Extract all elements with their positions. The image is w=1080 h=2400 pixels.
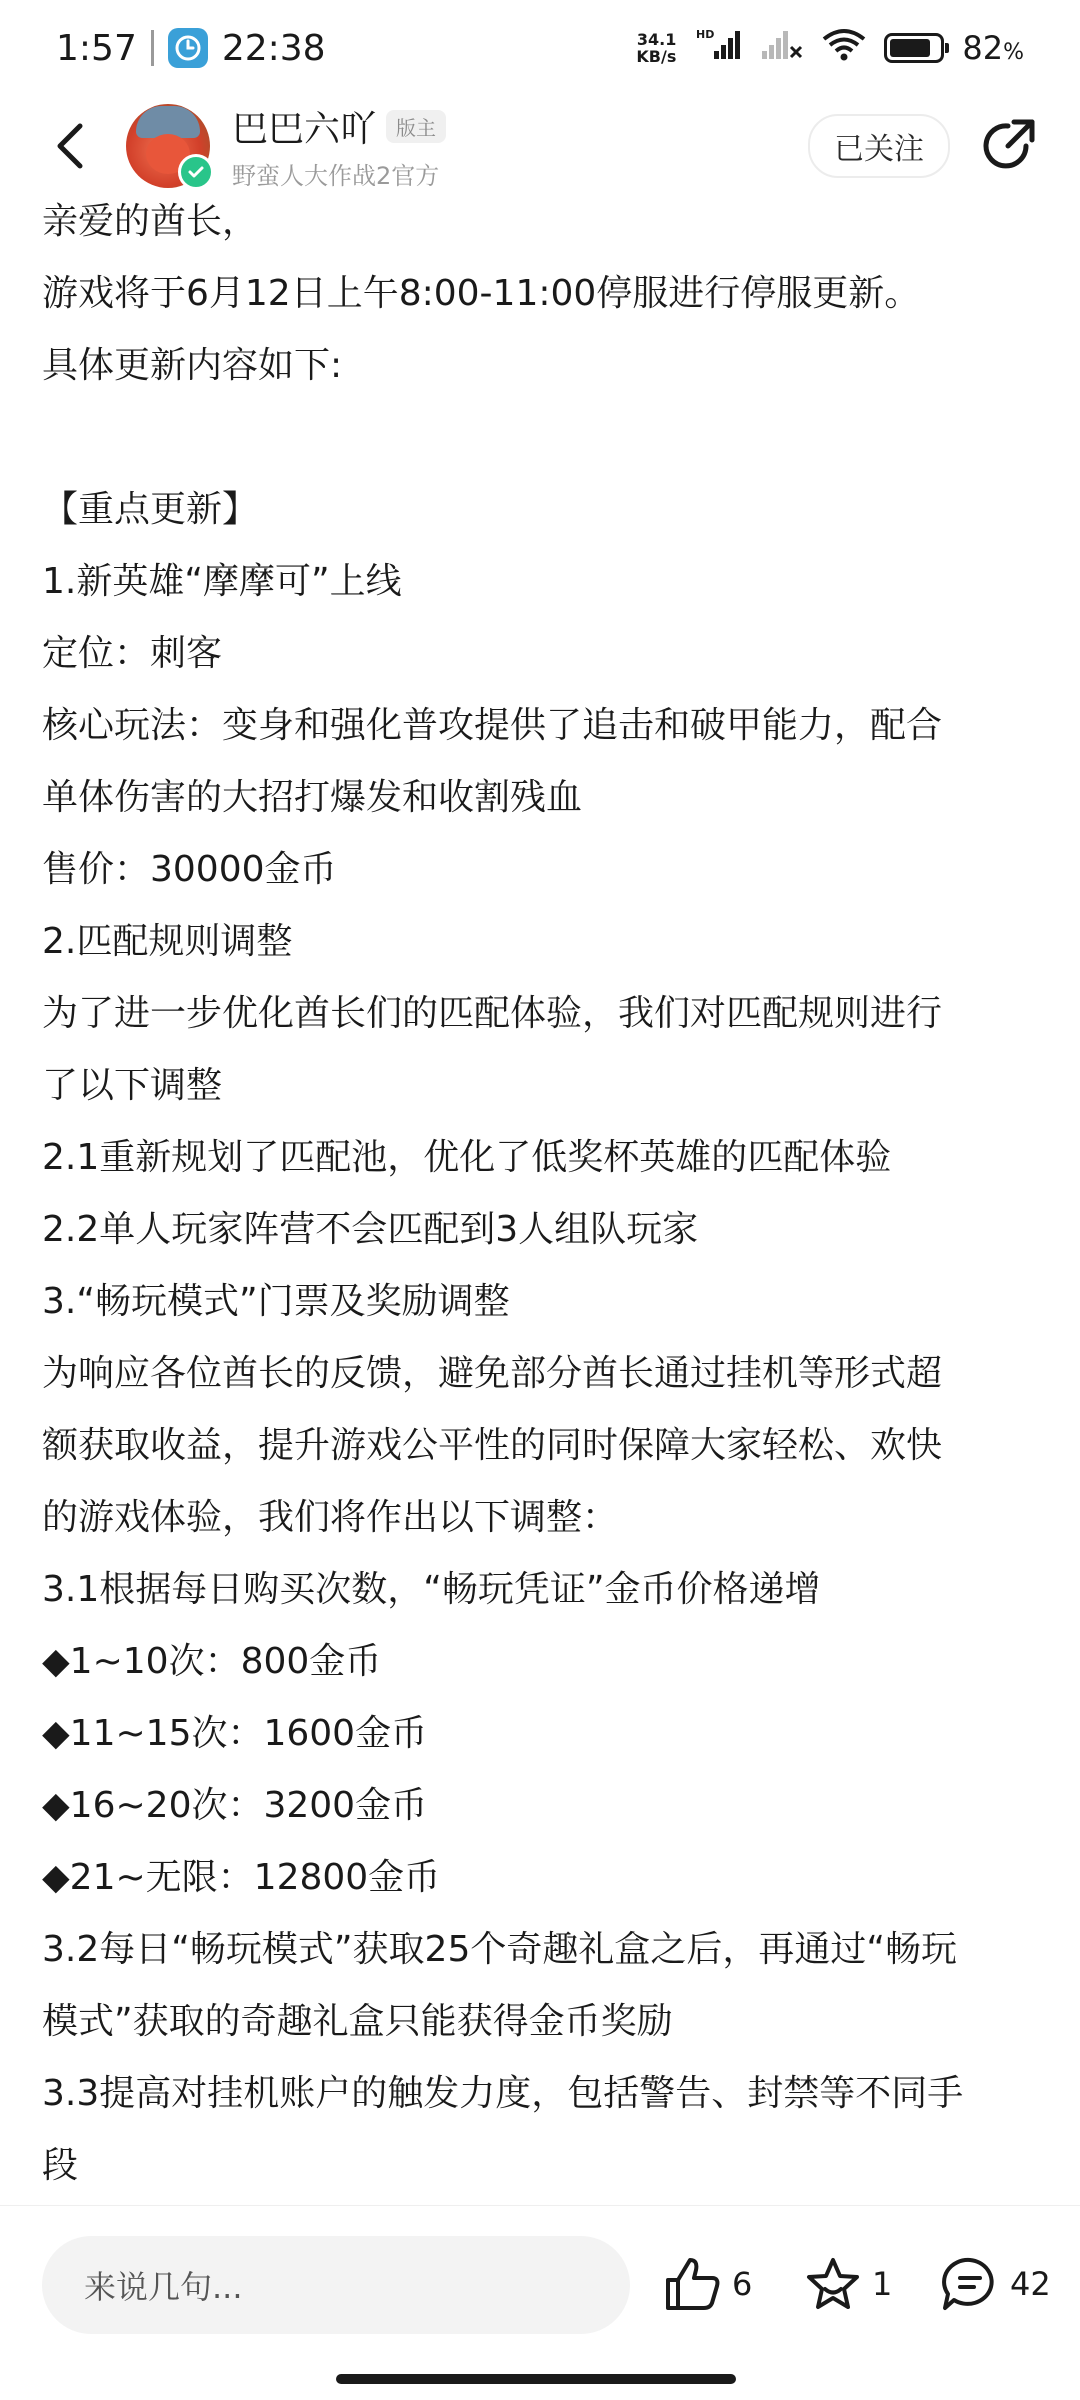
bottom-action-bar (0, 2205, 1080, 2356)
battery-percent-value: 82 (962, 29, 1004, 67)
post-line: 核心玩法：变身和强化普攻提供了追击和破甲能力，配合 (42, 705, 943, 746)
favorite-button[interactable] (804, 2256, 892, 2312)
share-button[interactable] (976, 114, 1040, 178)
post-content (42, 186, 1032, 2202)
share-icon (978, 116, 1038, 176)
post-line: 2.匹配规则调整 (42, 921, 293, 962)
post-line: 为了进一步优化酋长们的匹配体验，我们对匹配规则进行 (42, 993, 943, 1034)
no-signal-icon (760, 27, 804, 70)
back-arrow-icon (50, 120, 90, 172)
status-bar-left (56, 28, 326, 69)
net-speed (636, 31, 676, 65)
post-line: 额获取收益，提升游戏公平性的同时保障大家轻松、欢快 (42, 1425, 943, 1466)
post-line: 3.3提高对挂机账户的触发力度，包括警告、封禁等不同手 (42, 2073, 964, 2114)
post-line: ◆1~10次：800金币 (42, 1641, 382, 1682)
post-line: 2.1重新规划了匹配池，优化了低奖杯英雄的匹配体验 (42, 1137, 892, 1178)
status-clock-time: 22:38 (221, 27, 326, 69)
post-line: 为响应各位酋长的反馈，避免部分酋长通过挂机等形式超 (42, 1353, 943, 1394)
author-info[interactable] (232, 101, 446, 191)
svg-text:HD: HD (696, 27, 715, 41)
post-line: 具体更新内容如下: (42, 345, 343, 386)
home-indicator[interactable] (336, 2374, 736, 2384)
back-button[interactable] (40, 116, 100, 176)
post-line: 【重点更新】 (42, 489, 259, 530)
post-line: ◆11~15次：1600金币 (42, 1713, 428, 1754)
post-line: 模式”获取的奇趣礼盒只能获得金币奖励 (42, 2001, 673, 2042)
comment-input[interactable]: 来说几句... (42, 2236, 630, 2334)
verified-badge-icon (178, 154, 214, 190)
battery-percent: 82% (962, 29, 1024, 67)
post-line: 段 (42, 2145, 79, 2186)
follow-button[interactable]: 已关注 (808, 114, 950, 178)
battery-icon (884, 33, 944, 63)
post-line: 2.2单人玩家阵营不会匹配到3人组队玩家 (42, 1209, 699, 1250)
post-line: 售价：30000金币 (42, 849, 337, 890)
status-bar (0, 0, 1080, 96)
author-name: 巴巴六吖 (232, 109, 377, 150)
post-header (0, 96, 1080, 196)
clock-app-icon (168, 28, 208, 68)
post-line: ◆21~无限：12800金币 (42, 1857, 441, 1898)
author-name-row (232, 101, 446, 152)
battery-fill (890, 39, 929, 57)
net-speed-value: 34.1 (636, 30, 677, 49)
hd-signal-icon (694, 27, 742, 70)
like-button[interactable] (664, 2256, 752, 2312)
post-line: ◆16~20次：3200金币 (42, 1785, 428, 1826)
favorite-count: 1 (872, 2265, 893, 2303)
author-subtitle: 野蛮人大作战2官方 (232, 162, 440, 190)
net-speed-unit: KB/s (636, 47, 677, 66)
like-count: 6 (732, 2265, 753, 2303)
post-line: 3.1根据每日购买次数，“畅玩凭证”金币价格递增 (42, 1569, 821, 1610)
status-bar-right (636, 27, 1024, 70)
post-line: 定位：刺客 (42, 633, 223, 674)
post-line: 游戏将于6月12日上午8:00-11:00停服进行停服更新。 (42, 273, 921, 314)
post-line (42, 402, 1032, 474)
post-line: 的游戏体验，我们将作出以下调整： (42, 1497, 619, 1538)
role-badge: 版主 (386, 110, 446, 143)
post-line: 3.2每日“畅玩模式”获取25个奇趣礼盒之后，再通过“畅玩 (42, 1929, 958, 1970)
post-line: 3.“畅玩模式”门票及奖励调整 (42, 1281, 510, 1322)
status-time: 1:57 (56, 27, 137, 69)
star-icon (804, 2256, 862, 2312)
post-line: 单体伤害的大招打爆发和收割残血 (42, 777, 583, 818)
wifi-icon (822, 27, 866, 70)
comment-icon (940, 2256, 1000, 2312)
post-line: 1.新英雄“摩摩可”上线 (42, 561, 402, 602)
thumbs-up-icon (664, 2256, 722, 2312)
comment-count: 42 (1010, 2265, 1051, 2303)
comment-button[interactable] (940, 2256, 1051, 2312)
status-separator (151, 30, 154, 66)
post-line: 了以下调整 (42, 1065, 223, 1106)
avatar[interactable] (126, 104, 210, 188)
post-line: 亲爱的酋长， (42, 201, 259, 242)
